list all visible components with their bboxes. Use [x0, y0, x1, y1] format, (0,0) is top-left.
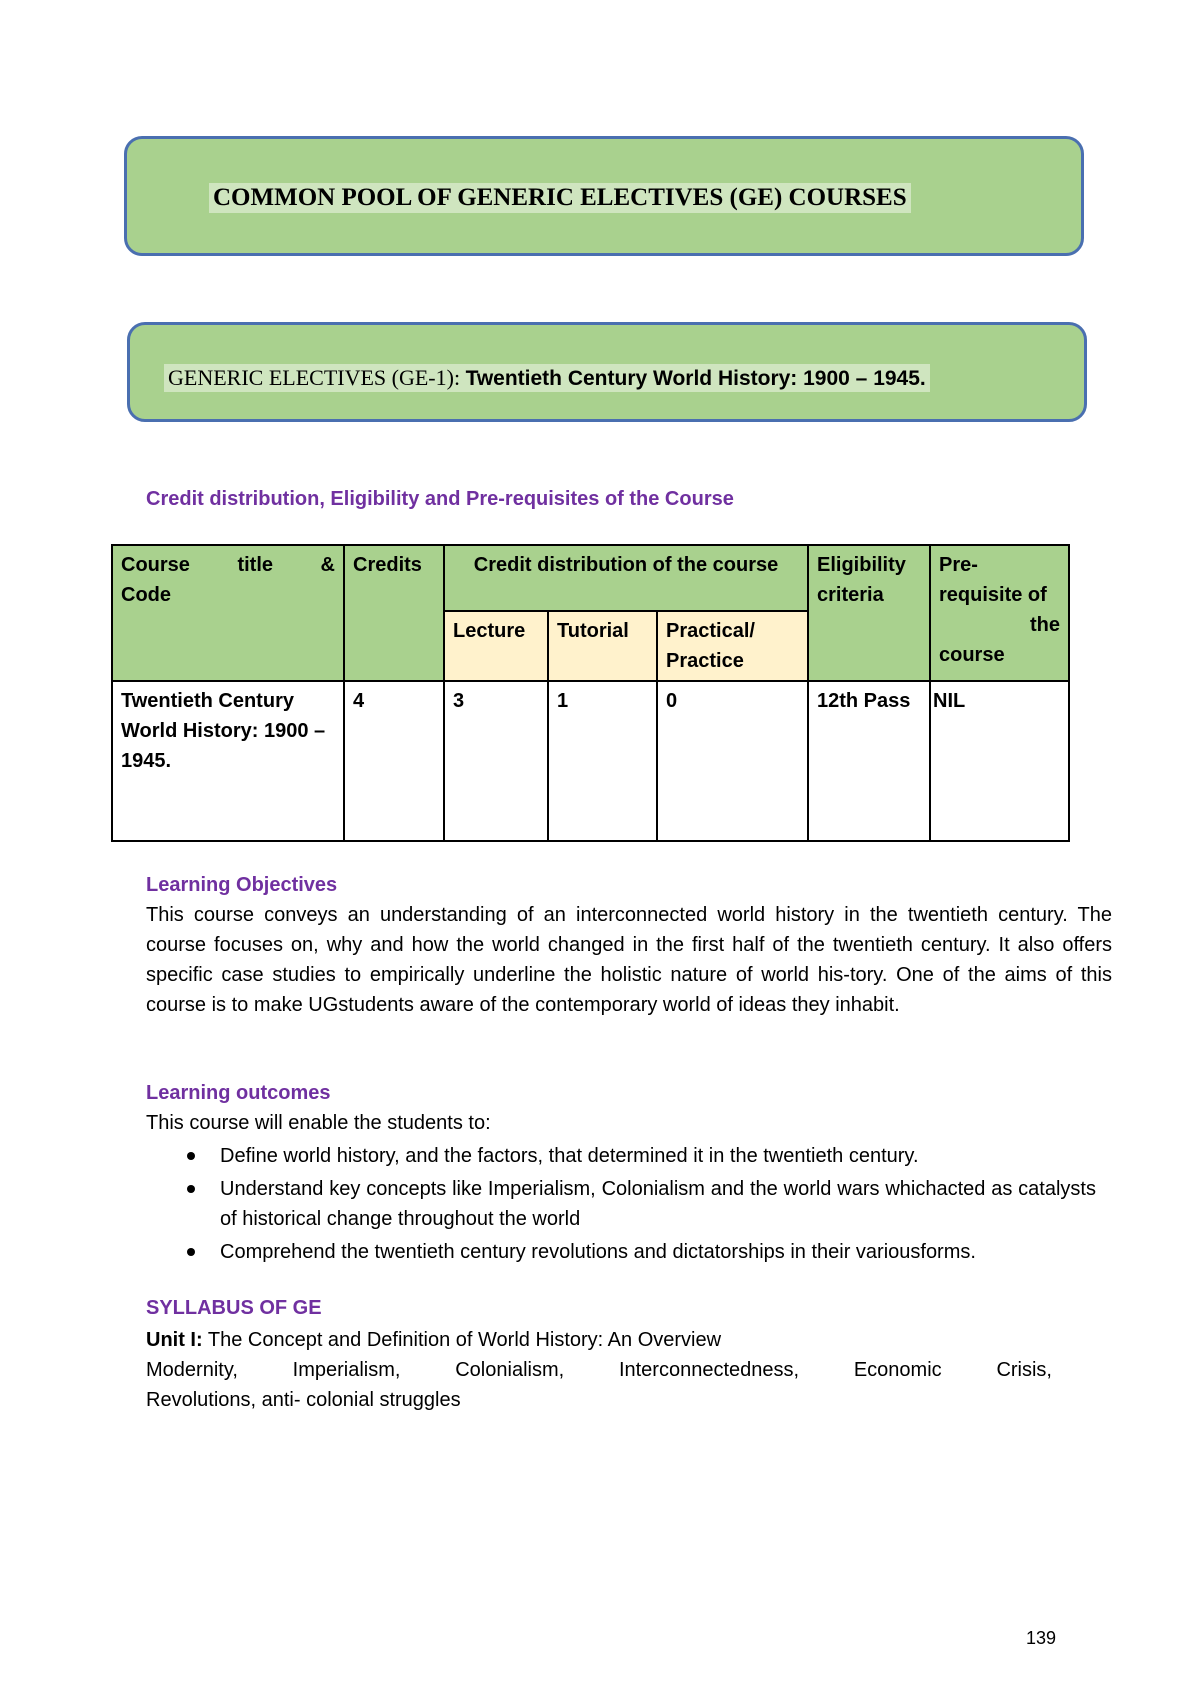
list-item: Define world history, and the factors, that determined it in the twentieth century.: [146, 1141, 1096, 1171]
course-title-banner: [127, 322, 1087, 422]
header-lecture: Lecture: [444, 611, 548, 681]
learning-outcomes-intro: This course will enable the students to:: [146, 1112, 491, 1134]
list-item: Comprehend the twentieth century revolutions and dictatorships in their variousforms.: [146, 1237, 1096, 1267]
main-title: COMMON POOL OF GENERIC ELECTIVES (GE) COURSES: [209, 183, 911, 213]
course-title: [164, 364, 930, 392]
header-credit-distribution: Credit distribution of the course: [444, 545, 808, 611]
course-title-name: Twentieth Century World History: 1900 – 1945.: [465, 367, 926, 390]
course-title-prefix: GENERIC ELECTIVES (GE-1):: [168, 365, 461, 390]
credit-table: [111, 544, 1070, 842]
header-credits: Credits: [344, 545, 444, 681]
cell-prerequisite: NIL: [930, 681, 1069, 841]
header-prerequisite: Pre- requisite of the course: [930, 545, 1069, 681]
learning-objectives-heading: Learning Objectives: [146, 874, 338, 896]
unit-label: Unit I:: [146, 1329, 203, 1351]
cell-course: Twentieth Century World History: 1900 – 1945.: [112, 681, 344, 841]
cell-tutorial: 1: [548, 681, 657, 841]
credit-distribution-heading: Credit distribution, Eligibility and Pre-requisites of the Course: [146, 488, 734, 510]
header-course-title: Course title & Code: [112, 545, 344, 681]
unit-topics-line1: Modernity, Imperialism, Colonialism, Interconnectedness, Economic Crisis,: [146, 1359, 1052, 1381]
list-item: Understand key concepts like Imperialism, Colonialism and the world wars whichacted as catalysts of historical change throughout the world: [146, 1174, 1096, 1234]
learning-objectives-text: This course conveys an understanding of an interconnected world history in the twentieth century. The course focuses on, why and how the world changed in the first half of the twentieth century. It also offers specific case studies to empirically underline the holistic nature of world his-tory. One of the aims of this course is to make UGstudents aware of the contemporary world of ideas they inhabit.: [146, 904, 1112, 1016]
unit-topics-line2: Revolutions, anti- colonial struggles: [146, 1389, 461, 1411]
unit-heading: [146, 1325, 1112, 1355]
cell-eligibility: 12th Pass: [808, 681, 930, 841]
syllabus-heading: SYLLABUS OF GE: [146, 1297, 322, 1319]
main-title-banner: [124, 136, 1084, 256]
learning-outcomes-heading: Learning outcomes: [146, 1082, 331, 1104]
syllabus-section: [146, 1293, 1112, 1415]
learning-objectives-section: [146, 870, 1112, 1020]
unit-title: The Concept and Definition of World History: An Overview: [207, 1329, 722, 1351]
header-tutorial: Tutorial: [548, 611, 657, 681]
learning-outcomes-section: [146, 1078, 1112, 1267]
cell-credits: 4: [344, 681, 444, 841]
cell-practical: 0: [657, 681, 808, 841]
cell-lecture: 3: [444, 681, 548, 841]
page-number: 139: [1026, 1628, 1057, 1648]
header-practical: Practical/ Practice: [657, 611, 808, 681]
header-eligibility: Eligibility criteria: [808, 545, 930, 681]
learning-outcomes-list: [146, 1141, 1112, 1267]
